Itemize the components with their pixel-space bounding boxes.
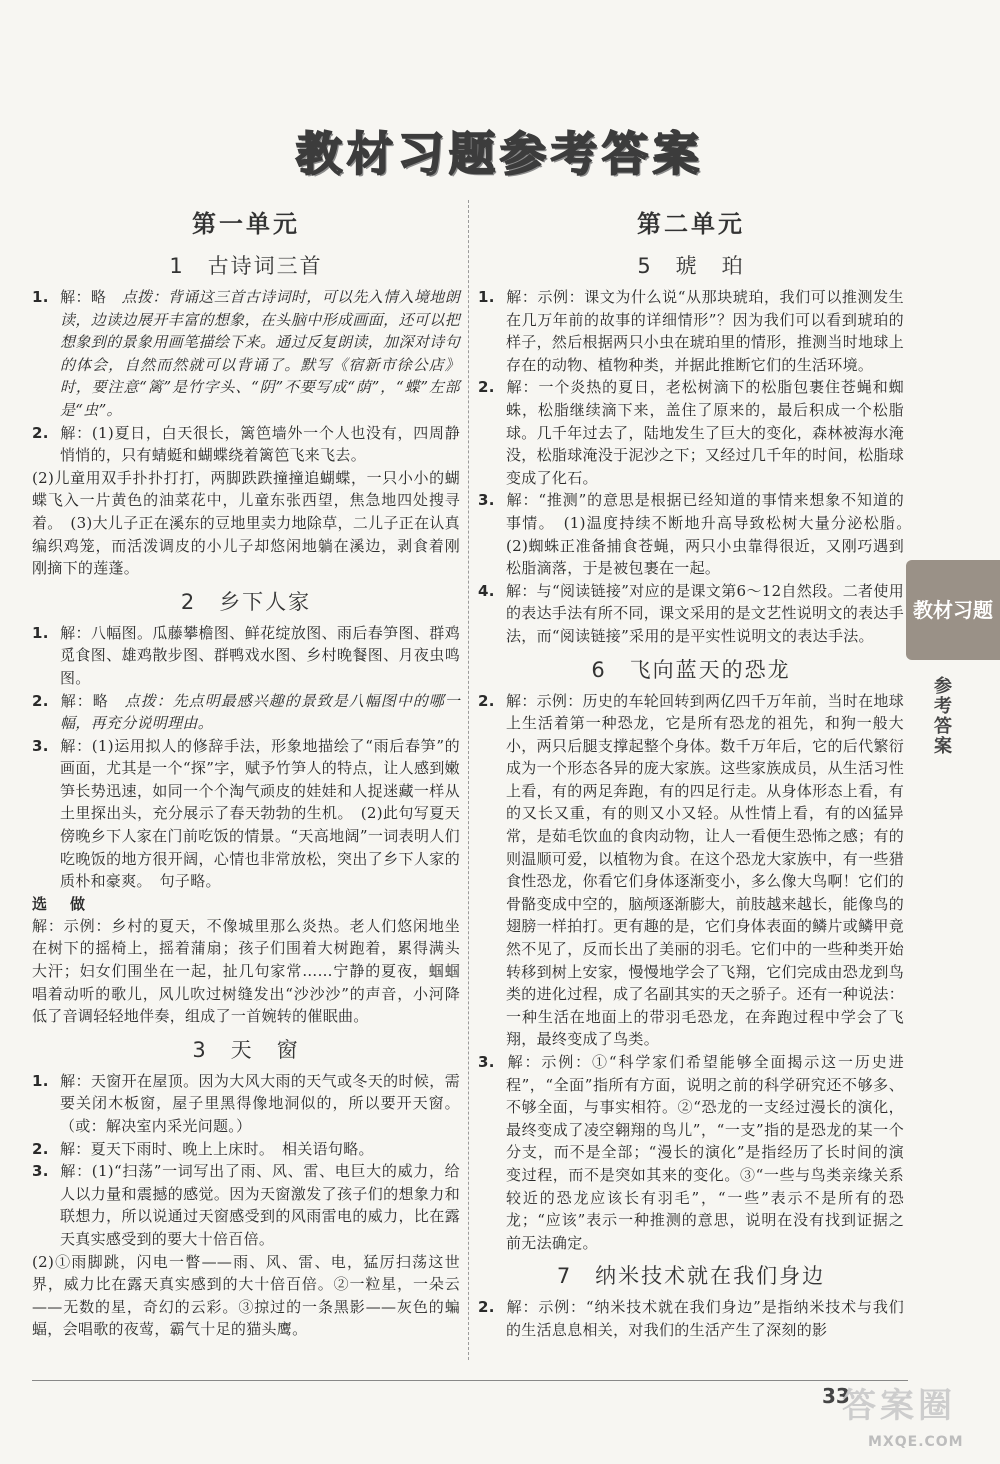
answer-item <box>32 1160 460 1250</box>
answer-item <box>32 1138 460 1161</box>
watermark-url: MXQE.COM <box>868 1434 964 1450</box>
lesson-title: 2 乡下人家 <box>180 589 312 614</box>
optional-answer: 解：示例：乡村的夏天，不像城里那么炎热。老人们悠闲地坐在树下的摇椅上，摇着蒲扇；孩子们围着大树跑着，累得满头大汗；妇女们围坐在一起，扯几句家常……宁静的夏夜，蝈蝈唱着动听的歌儿，风儿吹过树缝发出“沙沙沙”的声音，小河降低了音调轻轻地伴奏，组成了一首婉转的催眠曲。 <box>32 916 460 1026</box>
lesson-title: 7 纳米技术就在我们身边 <box>556 1264 826 1289</box>
side-section-label: 参考答案 <box>931 676 952 756</box>
side-tab: 教材习题 <box>906 560 1000 660</box>
item-number: 3. <box>32 1162 49 1181</box>
answer-text: 解：略 <box>60 691 125 710</box>
answer-item <box>478 489 920 579</box>
answer-text: 解：示例：课文为什么说“从那块琥珀，我们可以推测发生在几万年前的故事的详细情形”？因为我们可以看到琥珀的样子，然后根据两只小虫在琥珀里的情形，推测当时地球上存在的动物、植物种类，并据此推断它们的生活环境。 <box>506 288 904 374</box>
item-number: 2. <box>32 1139 49 1158</box>
answer-text: 解：“推测”的意思是根据已经知道的事情来想象不知道的事情。 (1)温度持续不断地升高导致松树大量分泌松脂。 (2)蜘蛛正准备捕食苍蝇，两只小虫靠得很近，又刚巧遇到松脂滴落，于是被包裹在一起。 <box>506 491 920 578</box>
item-number: 1. <box>32 288 49 306</box>
lesson-title: 3 天 窗 <box>192 1037 300 1062</box>
item-number: 2. <box>478 1298 495 1317</box>
answer-text: 解：(1)运用拟人的修辞手法，形象地描绘了“雨后春笋”的画面，尤其是一个“探”字，赋予竹笋人的特点，让人感到嫩笋长势迅速，如同一个个淘气顽皮的娃娃和人捉迷藏一样从土里探出头，充分展示了春天勃勃的生机。 (2)此句写夏天傍晚乡下人家在门前吃饭的情景。“天高地阔”一词表明人们吃晚饭的地方很开阔，心情也非常放松，突出了乡下人家的质朴和豪爽。 句子略。 <box>60 736 460 891</box>
answer-item <box>32 735 460 893</box>
footer-rule <box>32 1380 908 1381</box>
answer-item <box>478 286 904 376</box>
answer-item <box>32 690 460 735</box>
right-column <box>478 200 920 1360</box>
lesson-title: 6 飞向蓝天的恐龙 <box>591 657 791 682</box>
answer-continuation: (2)①雨脚跳，闪电一瞥——雨、风、雷、电，猛厉扫荡这世界，威力比在露天真实感到的大十倍百倍。②一粒星，一朵云——无数的星，奇幻的云彩。③掠过的一条黑影——灰色的蝙蝠，会唱歌的夜莺，霸气十足的猫头鹰。 <box>32 1252 460 1339</box>
page-number: 33 <box>822 1384 850 1408</box>
answer-continuation: (2)儿童用双手扑扑打打，两脚跌跌撞撞追蝴蝶，一只小小的蝴蝶飞入一片黄色的油菜花中，儿童东张西望，焦急地四处搜寻着。 (3)大儿子正在溪东的豆地里卖力地除草，二儿子正在认真编织鸡笼，而活泼调皮的小儿子却悠闲地躺在溪边，剥食着刚刚摘下的莲蓬。 <box>32 468 460 578</box>
answer-text: 解：八幅图。瓜藤攀檐图、鲜花绽放图、雨后春笋图、群鸡觅食图、雄鸡散步图、群鸭戏水图、乡村晚餐图、月夜虫鸣图。 <box>60 623 460 687</box>
item-number: 2. <box>32 691 49 710</box>
answer-text: 解：(1)“扫荡”一词写出了雨、风、雷、电巨大的威力，给人以力量和震撼的感觉。因为天窗激发了孩子们的想象力和联想力，所以说通过天窗感受到的风雨雷电的威力，比在露天真实感受到的要大十倍百倍。 <box>60 1162 460 1248</box>
answer-text: 解：略 <box>60 288 122 306</box>
item-number: 2. <box>478 691 495 710</box>
answer-item <box>32 622 460 690</box>
column-divider <box>468 200 469 1360</box>
item-number: 3. <box>478 1053 495 1071</box>
item-number: 3. <box>32 736 49 755</box>
hint-text: 点拨：先点明最感兴趣的景致是八幅图中的哪一幅，再充分说明理由。 <box>60 691 460 733</box>
answer-item <box>32 1070 460 1138</box>
answer-text: 解：(1)夏日，白天很长，篱笆墙外一个人也没有，四周静悄悄的，只有蜻蜓和蝴蝶绕着篱笆飞来飞去。 <box>60 423 460 465</box>
watermark-logo: 答案圈 <box>842 1386 956 1426</box>
lesson-title: 5 琥 珀 <box>637 254 745 278</box>
optional-heading: 选 做 <box>32 894 90 913</box>
item-number: 3. <box>478 491 495 510</box>
answer-item <box>478 690 904 1052</box>
hint-text: 点拨：背诵这三首古诗词时，可以先入情入境地朗读，边读边展开丰富的想象，在头脑中形成画面，还可以把想象到的景象用画笔描绘下来。通过反复朗读，加深对诗句的体会，自然而然就可以背诵了。默写《宿新市徐公店》时，要注意“篱”是竹字头、“阴”不要写成“荫”，“蝶”左部是“虫”。 <box>60 288 460 419</box>
answer-text: 解：示例：历史的车轮回转到两亿四千万年前，当时在地球上生活着第一种恐龙，它是所有恐龙的祖先，和狗一般大小，两只后腿支撑起整个身体。数千万年后，它的后代繁衍成为一个形态各异的庞大家族。这些家族成员，从生活习性上看，有的两足奔跑，有的四足行走。从身体形态上看，有的又长又重，有的则又小又轻。从性情上看，有的凶猛异常，是茹毛饮血的食肉动物，让人一看便生恐怖之感；有的则温顺可爱，以植物为食。在这个恐龙大家族中，有一些猎食性恐龙，你看它们身体逐渐变小，多么像大鸟啊！它们的骨骼变成中空的，脑颅逐渐膨大，前肢越来越长，能像鸟的翅膀一样拍打。更有趣的是，它们身体表面的鳞片或鳞甲竟然不见了，反而长出了美丽的羽毛。它们中的一些种类开始转移到树上安家，慢慢地学会了飞翔，它们完成由恐龙到鸟类的进化过程，成了名副其实的天之骄子。还有一种说法：一种生活在地面上的带羽毛恐龙，在奔跑过程中学会了飞翔，最终变成了鸟类。 <box>506 691 904 1049</box>
page-title: 教材习题参考答案 <box>296 127 704 181</box>
answer-item <box>478 580 904 648</box>
answer-item <box>478 1296 904 1341</box>
answer-item <box>478 376 904 489</box>
item-number: 1. <box>478 288 495 306</box>
answer-text: 解：示例：“纳米技术就在我们身边”是指纳米技术与我们的生活息息相关，对我们的生活产生了深刻的影 <box>506 1298 904 1339</box>
left-column <box>32 200 460 1360</box>
answer-text: 解：夏天下雨时、晚上上床时。 相关语句略。 <box>60 1139 374 1158</box>
answer-text: 解：天窗开在屋顶。因为大风大雨的天气或冬天的时候，需要关闭木板窗，屋子里黑得像地洞似的，所以要开天窗。（或：解决室内采光问题。） <box>60 1071 460 1135</box>
unit-heading: 第二单元 <box>637 210 745 238</box>
answer-text: 解：与“阅读链接”对应的是课文第6～12自然段。二者使用的表达手法有所不同，课文采用的是文艺性说明文的表达手法，而“阅读链接”采用的是平实性说明文的表达手法。 <box>506 581 904 645</box>
item-number: 2. <box>478 378 495 397</box>
item-number: 2. <box>32 423 49 442</box>
answer-item <box>478 1051 904 1254</box>
item-number: 1. <box>32 623 49 642</box>
answer-text: 解：一个炎热的夏日，老松树滴下的松脂包裹住苍蝇和蜘蛛，松脂继续滴下来，盖住了原来的，最后积成一个松脂球。几千年过去了，陆地发生了巨大的变化，森林被海水淹没，松脂球淹没于泥沙之下；又经过几千年的时间，松脂球变成了化石。 <box>506 378 904 487</box>
lesson-title: 1 古诗词三首 <box>169 254 323 278</box>
item-number: 4. <box>478 581 495 600</box>
answer-item <box>32 286 460 422</box>
item-number: 1. <box>32 1071 49 1090</box>
answer-text: 解：示例：①“科学家们希望能够全面揭示这一历史进程”，“全面”指所有方面，说明之前的科学研究还不够多、不够全面，与事实相符。②“恐龙的一支经过漫长的演化，最终变成了凌空翱翔的鸟儿”，“一支”指的是恐龙的某一个分支，而不是全部；“漫长的演化”是指经历了长时间的演变过程，而不是突如其来的变化。③“一些与鸟类亲缘关系较近的恐龙应该长有羽毛”，“一些”表示不是所有的恐龙；“应该”表示一种推测的意思，说明在没有找到证据之前无法确定。 <box>506 1053 904 1252</box>
unit-heading: 第一单元 <box>192 210 300 238</box>
answer-item <box>32 422 460 467</box>
